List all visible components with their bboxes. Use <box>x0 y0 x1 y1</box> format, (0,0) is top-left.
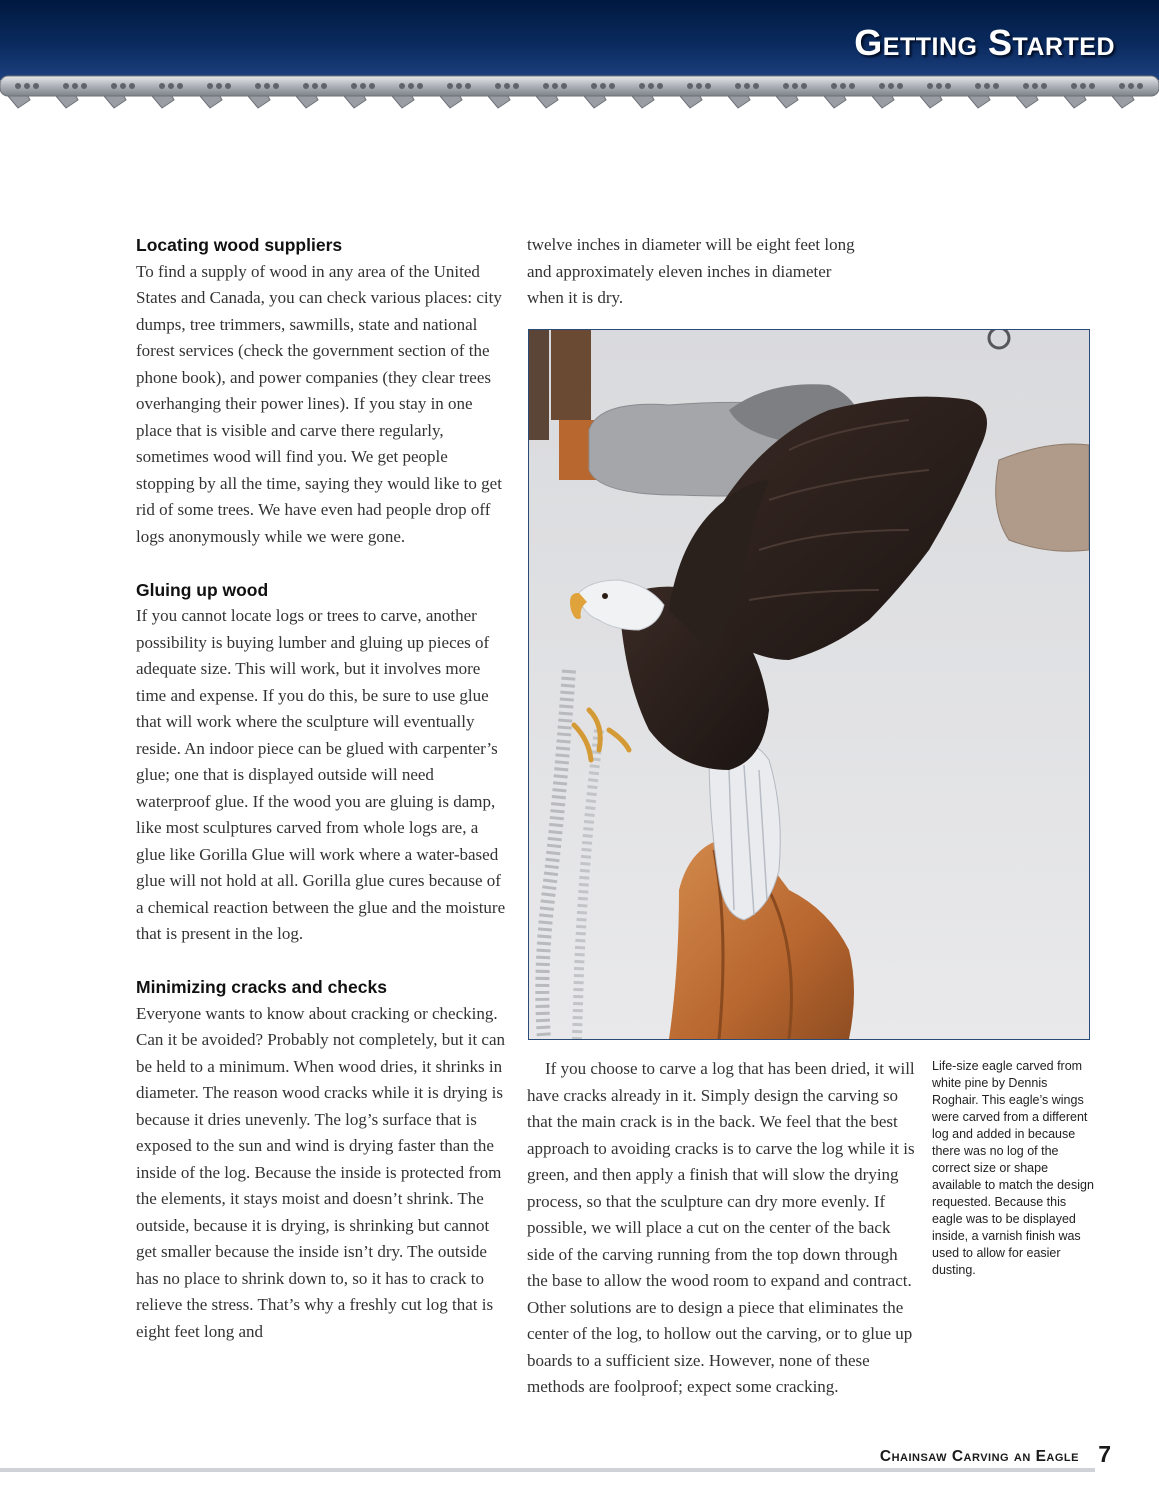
chain-rivet <box>927 83 933 89</box>
chain-rivet <box>879 83 885 89</box>
chain-rivet <box>792 83 798 89</box>
chain-rivet <box>303 83 309 89</box>
chain-rivet <box>264 83 270 89</box>
chain-rivet <box>639 83 645 89</box>
chain-rivet <box>513 83 519 89</box>
chain-rivet <box>447 83 453 89</box>
eagle-carving-illustration <box>529 330 1089 1039</box>
footer-rule <box>0 1468 1095 1472</box>
chain-rivet <box>1137 83 1143 89</box>
paragraph-gluing-up-wood: If you cannot locate logs or trees to carve, another possibility is buying lumber and gluing up pieces of adequate size. This will work, but it involves more time and expense. If you do this, be sure to use glue that will work where the sculpture will eventually reside. An indoor piece can be glued with carpenter’s glue; one that is displayed outside will need waterproof glue. If the wood you are gluing is damp, like most sculptures carved from whole logs are, a glue like Gorilla Glue will work where a water-based glue will not hold at all. Gorilla glue cures because of a chemical reaction between the glue and the moisture that is present in the log. <box>136 606 506 943</box>
chain-rivet <box>1119 83 1125 89</box>
chain-tooth <box>344 96 366 108</box>
chain-rivet <box>159 83 165 89</box>
chain-rivet <box>735 83 741 89</box>
paragraph-continuation: twelve inches in diameter will be eight feet long and approximately eleven inches in diameter when it is dry. <box>527 235 855 307</box>
chain-rivet <box>321 83 327 89</box>
chain-rivet <box>888 83 894 89</box>
chain-rivet <box>15 83 21 89</box>
chain-tooth <box>440 96 462 108</box>
chain-rivet <box>495 83 501 89</box>
chain-rivet <box>831 83 837 89</box>
chain-rivet <box>456 83 462 89</box>
chain-rivet <box>1089 83 1095 89</box>
chain-rivet <box>273 83 279 89</box>
chain-tooth <box>872 96 894 108</box>
chain-rivet <box>504 83 510 89</box>
chain-rivet <box>705 83 711 89</box>
chain-tooth <box>152 96 174 108</box>
right-column-bottom <box>527 1056 917 1401</box>
chain-rivet <box>1071 83 1077 89</box>
chain-rivet <box>975 83 981 89</box>
chain-rivet <box>753 83 759 89</box>
chain-rivet <box>255 83 261 89</box>
chain-rivet <box>408 83 414 89</box>
chain-rivet <box>1128 83 1134 89</box>
chain-rivet <box>360 83 366 89</box>
chain-tooth <box>728 96 750 108</box>
heading-gluing-up-wood: Gluing up wood <box>136 579 269 600</box>
paragraph-dried-log: If you choose to carve a log that has been dried, it will have cracks already in it. Simply design the carving so that the main crack is in the back. We feel that the best approach to avoiding cracks is to carve the log while it is green, and then apply a finish that will slow the drying process, so that the sculpture can dry more evenly. If possible, we will place a cut on the center of the back side of the carving running from the top down through the base to allow the wood room to expand and contract. Other solutions are to design a piece that eliminates the center of the log, to hollow out the carving, or to glue up boards to a sufficient size. However, none of these methods are foolproof; expect some cracking. <box>527 1059 915 1396</box>
chain-tooth <box>296 96 318 108</box>
chain-rivet <box>399 83 405 89</box>
chain-rivet <box>81 83 87 89</box>
chain-rivet <box>1032 83 1038 89</box>
eagle-carving-photo <box>528 329 1090 1040</box>
chain-rivet <box>600 83 606 89</box>
chain-rivet <box>801 83 807 89</box>
chain-rivet <box>657 83 663 89</box>
chain-rivet <box>225 83 231 89</box>
chain-rivet <box>840 83 846 89</box>
section-title: Getting Started <box>854 22 1115 63</box>
heading-locating-wood-suppliers: Locating wood suppliers <box>136 235 343 255</box>
paragraph-minimizing-cracks: Everyone wants to know about cracking or checking. Can it be avoided? Probably not completely, but it can be held to a minimum. When wood dries, it shrinks in diameter. The reason wood cracks while it is drying is because it dries unevenly. The log’s surface that is exposed to the sun and wind is drying faster than the inside of the log. Because the inside is protected from the elements, it stays moist and doesn’t shrink. The outside, because it is drying, is shrinking but cannot get smaller because the inside isn’t dry. The outside has no place to shrink down to, so it has to crack to relieve the stress. That’s why a freshly cut log that is eight feet long and <box>136 1003 506 1341</box>
chain-tooth <box>968 96 990 108</box>
chain-tooth <box>584 96 606 108</box>
chain-tooth <box>1112 96 1134 108</box>
chain-rivet <box>648 83 654 89</box>
chain-rivet <box>744 83 750 89</box>
chain-rivet <box>63 83 69 89</box>
chain-tooth <box>1016 96 1038 108</box>
chain-rivet <box>552 83 558 89</box>
chain-rivet <box>1080 83 1086 89</box>
chain-rivet <box>129 83 135 89</box>
chain-rivet <box>783 83 789 89</box>
chain-rivet <box>1041 83 1047 89</box>
right-column-top <box>527 232 867 312</box>
photo-caption: Life-size eagle carved from white pine by Dennis Roghair. This eagle’s wings were carved from a different log and added in because there was no log of the correct size or shape available to match the design requested. Because this eagle was to be displayed inside, a varnish finish was used to allow for easier dusting. <box>932 1059 1094 1277</box>
chain-rivet <box>687 83 693 89</box>
chain-tooth <box>488 96 510 108</box>
chain-rivet <box>417 83 423 89</box>
chain-tooth <box>632 96 654 108</box>
chain-rivet <box>1023 83 1029 89</box>
chain-tooth <box>56 96 78 108</box>
chain-rivet <box>984 83 990 89</box>
chainsaw-chain-decoration <box>0 62 1159 112</box>
paragraph-locating-wood-suppliers: To find a supply of wood in any area of the United States and Canada, you can check various places: city dumps, tree trimmers, sawmills, state and national forest services (check the government section of the phone book), and power companies (they clear trees overhanging their power lines). If you stay in one place that is visible and carve there regularly, sometimes wood will find you. We get people stopping by all the time, saying they would like to get rid of some trees. We have even had people drop off logs anonymously while we were gone. <box>136 261 502 546</box>
chain-rivet <box>945 83 951 89</box>
chain-rivet <box>168 83 174 89</box>
chain-rivet <box>177 83 183 89</box>
chain-rivet <box>993 83 999 89</box>
chain-rivet <box>33 83 39 89</box>
chain-rivet <box>591 83 597 89</box>
heading-minimizing-cracks: Minimizing cracks and checks <box>136 977 387 997</box>
chain-tooth <box>1064 96 1086 108</box>
chain-rivet <box>24 83 30 89</box>
chain-tooth <box>392 96 414 108</box>
chain-rivet <box>696 83 702 89</box>
chain-rivet <box>369 83 375 89</box>
chain-rivet <box>849 83 855 89</box>
chain-rivet <box>609 83 615 89</box>
chain-tooth <box>248 96 270 108</box>
chain-rivet <box>72 83 78 89</box>
chain-tooth <box>920 96 942 108</box>
chain-rivet <box>561 83 567 89</box>
chain-rivet <box>207 83 213 89</box>
chain-rivet <box>312 83 318 89</box>
chain-tooth <box>680 96 702 108</box>
chain-tooth <box>776 96 798 108</box>
chain-tooth <box>8 96 30 108</box>
chain-tooth <box>536 96 558 108</box>
footer-book-title: Chainsaw Carving an Eagle <box>879 1448 1079 1465</box>
page-number: 7 <box>1098 1441 1111 1467</box>
chain-rivet <box>897 83 903 89</box>
chain-tooth <box>824 96 846 108</box>
chain-rivet <box>111 83 117 89</box>
chain-rivet <box>120 83 126 89</box>
chain-rivet <box>351 83 357 89</box>
chain-rivet <box>216 83 222 89</box>
chain-rivet <box>543 83 549 89</box>
chain-rivet <box>936 83 942 89</box>
left-column <box>136 232 508 1345</box>
chain-tooth <box>104 96 126 108</box>
chain-rivet <box>465 83 471 89</box>
chain-tooth <box>200 96 222 108</box>
